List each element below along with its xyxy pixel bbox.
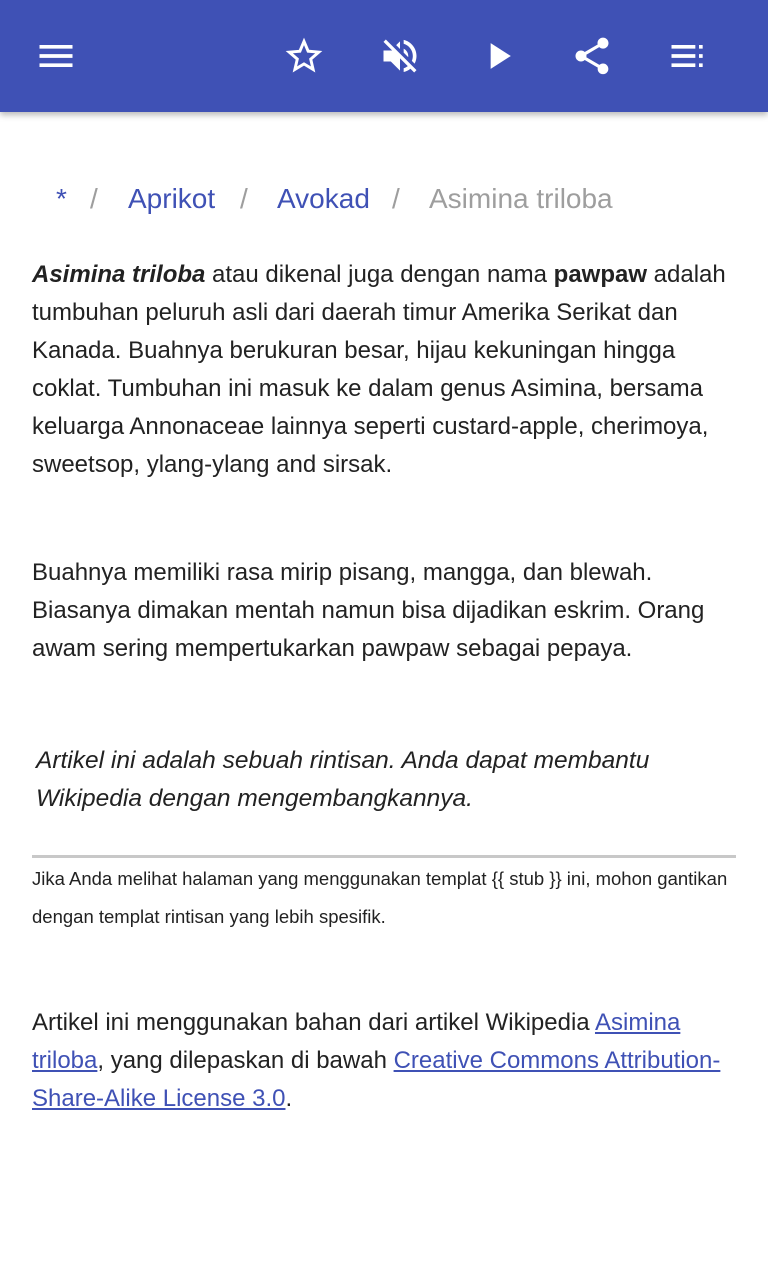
breadcrumb-home-link[interactable]: * [56,183,67,214]
article-title-term: Asimina triloba [32,261,206,288]
stub-notice: Artikel ini adalah sebuah rintisan. Anda dapat membantu Wikipedia dengan mengembangkannya. [36,747,650,812]
mute-button[interactable] [370,26,430,86]
playlist-icon [666,34,710,78]
volume-off-icon [378,34,422,78]
license-link[interactable]: Creative Commons Attribution-Share-Alike License 3.0 [32,1047,721,1112]
bookmark-button[interactable] [274,26,334,86]
breadcrumb-item-avokad[interactable]: Avokad [277,183,370,214]
app-toolbar [0,0,768,112]
share-icon [570,34,614,78]
share-button[interactable] [562,26,622,86]
article-paragraph [32,256,736,484]
attribution-text: , yang dilepaskan di bawah [97,1047,394,1074]
breadcrumb-separator: / [240,183,248,214]
breadcrumb-current: Asimina triloba [429,183,613,214]
paragraph-text: adalah tumbuhan peluruh asli dari daerah timur Amerika Serikat dan Kanada. Buahnya berukuran besar, hijau kekuningan hingga coklat. Tumbuhan ini masuk ke dalam genus Asimina, bersama keluarga Annonaceae lainnya seperti custard-apple, cherimoya, sweetsop, ylang-ylang and sirsak. [32,261,726,478]
source-article-link[interactable]: Asimina triloba [32,1009,681,1074]
breadcrumb-separator: / [90,183,98,214]
star-icon [282,34,326,78]
breadcrumb-separator: / [392,183,400,214]
breadcrumb [0,176,768,222]
play-icon [476,34,520,78]
menu-icon [34,34,78,78]
bold-term: pawpaw [553,261,648,288]
attribution-text: Artikel ini menggunakan bahan dari artikel Wikipedia [32,1009,595,1036]
attribution [32,1004,736,1118]
table-of-contents-button[interactable] [658,26,718,86]
breadcrumb-item-aprikot[interactable]: Aprikot [128,183,216,214]
play-button[interactable] [468,26,528,86]
menu-button[interactable] [26,26,86,86]
attribution-text: . [285,1085,293,1112]
article-paragraph: Buahnya memiliki rasa mirip pisang, mangga, dan blewah. Biasanya dimakan mentah namun bisa dijadikan eskrim. Orang awam sering mempertukarkan pawpaw sebagai pepaya. [32,559,705,662]
paragraph-text: atau dikenal juga dengan nama [205,261,554,288]
divider [32,855,736,858]
stub-template-note: Jika Anda melihat halaman yang menggunakan templat {{ stub }} ini, mohon gantikan dengan templat rintisan yang lebih spesifik. [32,868,728,927]
